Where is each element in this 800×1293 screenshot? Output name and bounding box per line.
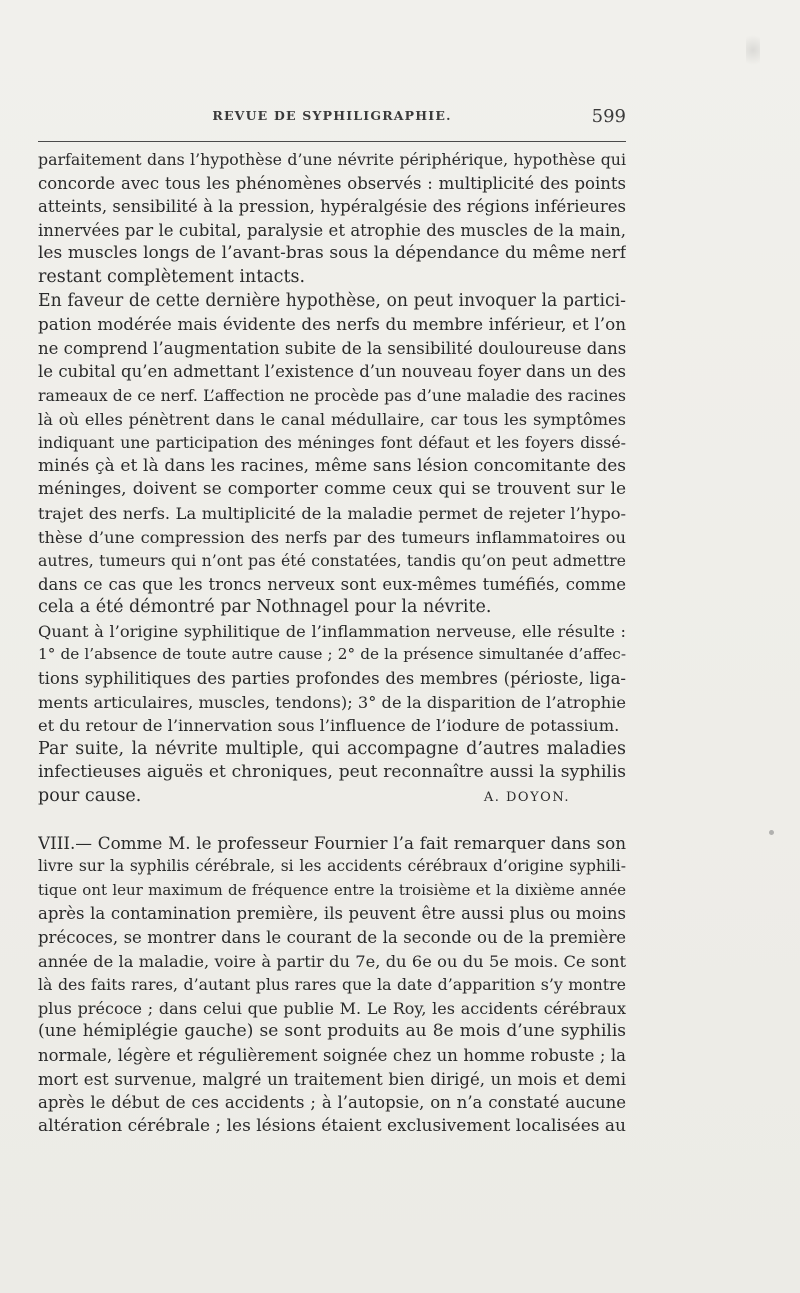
text-line: rameaux de ce nerf. L’affection ne procède pas d’une maladie des racines bbox=[38, 385, 626, 405]
page-header bbox=[38, 106, 626, 132]
margin-mark bbox=[769, 830, 774, 835]
text-line: ne comprend l’augmentation subite de la sensibilité douloureuse dans bbox=[38, 338, 626, 358]
text-line: parfaitement dans l’hypothèse d’une névrite périphérique, hypothèse qui bbox=[38, 150, 626, 169]
text-line: après la contamination première, ils peuvent être aussi plus ou moins bbox=[38, 904, 626, 924]
text-line: et du retour de l’innervation sous l’influence de l’iodure de potassium. bbox=[38, 716, 620, 736]
text-line: année de la maladie, voire à partir du 7e, du 6e ou du 5e mois. Ce sont bbox=[38, 951, 626, 971]
author-signature: A. DOYON. bbox=[483, 790, 570, 806]
text-line: indiquant une participation des méninges font défaut et les foyers dissé- bbox=[38, 433, 626, 453]
text-line: précoces, se montrer dans le courant de la seconde ou de la première bbox=[38, 928, 626, 947]
text-line: tique ont leur maximum de fréquence entre la troisième et la dixième année bbox=[38, 880, 626, 899]
paragraph bbox=[38, 290, 626, 620]
text-line: restant complètement intacts. bbox=[38, 266, 306, 287]
text-line: 1° de l’absence de toute autre cause ; 2° de la présence simultanée d’affec- bbox=[38, 645, 626, 664]
paragraph bbox=[38, 620, 626, 738]
closing-line bbox=[38, 785, 626, 810]
text-line: les muscles longs de l’avant-bras sous la dépendance du même nerf bbox=[38, 243, 626, 264]
text-line: après le début de ces accidents ; à l’autopsie, on n’a constaté aucune bbox=[38, 1093, 626, 1113]
text-line: plus précoce ; dans celui que publie M. Le Roy, les accidents cérébraux bbox=[38, 998, 626, 1018]
text-line: altération cérébrale ; les lésions étaient exclusivement localisées au bbox=[38, 1115, 626, 1136]
text-line: là des faits rares, d’autant plus rares que la date d’apparition s’y montre bbox=[38, 975, 626, 995]
text-line: ments articulaires, muscles, tendons); 3° de la disparition de l’atrophie bbox=[38, 692, 626, 712]
text-line: (une hémiplégie gauche) se sont produits au 8e mois d’une syphilis bbox=[38, 1021, 626, 1042]
page-number: 599 bbox=[591, 106, 626, 127]
text-line: atteints, sensibilité à la pression, hypéralgésie des régions inférieures bbox=[38, 197, 626, 217]
text-line: concorde avec tous les phénomènes observés : multiplicité des points bbox=[38, 173, 626, 193]
text-line: En faveur de cette dernière hypothèse, on peut invoquer la partici- bbox=[38, 290, 626, 311]
text-line: dans ce cas que les troncs nerveux sont eux-mêmes tuméfiés, comme bbox=[38, 574, 626, 594]
text-line: trajet des nerfs. La multiplicité de la maladie permet de rejeter l’hypo- bbox=[38, 503, 626, 523]
text-line: pation modérée mais évidente des nerfs du membre inférieur, et l’on bbox=[38, 314, 626, 335]
text-line: livre sur la syphilis cérébrale, si les accidents cérébraux d’origine syphili- bbox=[38, 857, 626, 876]
paragraph bbox=[38, 738, 626, 810]
text-line: Par suite, la névrite multiple, qui accompagne d’autres maladies bbox=[38, 738, 626, 759]
header-rule bbox=[38, 141, 626, 142]
text-line: cela a été démontré par Nothnagel pour la névrite. bbox=[38, 597, 492, 618]
page-body bbox=[38, 148, 626, 1138]
text-line: autres, tumeurs qui n’ont pas été constatées, tandis qu’on peut admettre bbox=[38, 551, 626, 571]
paragraph bbox=[38, 148, 626, 290]
text-line: le cubital qu’en admettant l’existence d’un nouveau foyer dans un des bbox=[38, 362, 626, 382]
text-line: infectieuses aiguës et chroniques, peut reconnaître aussi la syphilis bbox=[38, 762, 626, 783]
text-line: là où elles pénètrent dans le canal médullaire, car tous les symptômes bbox=[38, 409, 626, 429]
text-line: VIII.— Comme M. le professeur Fournier l’a fait remarquer dans son bbox=[38, 832, 626, 853]
text-line: innervées par le cubital, paralysie et atrophie des muscles de la main, bbox=[38, 220, 626, 240]
text-line: normale, légère et régulièrement soignée chez un homme robuste ; la bbox=[38, 1045, 626, 1065]
page-stain bbox=[746, 30, 760, 70]
paragraph bbox=[38, 832, 626, 1139]
section-gap bbox=[38, 810, 626, 832]
running-title: REVUE DE SYPHILIGRAPHIE. bbox=[212, 108, 452, 123]
text-line: méninges, doivent se comporter comme ceux qui se trouvent sur le bbox=[38, 479, 626, 500]
text-line: minés çà et là dans les racines, même sans lésion concomitante des bbox=[38, 455, 626, 476]
text-line: mort est survenue, malgré un traitement bien dirigé, un mois et demi bbox=[38, 1069, 626, 1089]
text-line: thèse d’une compression des nerfs par des tumeurs inflammatoires ou bbox=[38, 527, 626, 547]
text-line: tions syphilitiques des parties profondes des membres (périoste, liga- bbox=[38, 669, 626, 689]
text-line: Quant à l’origine syphilitique de l’inflammation nerveuse, elle résulte : bbox=[38, 621, 626, 641]
closing-text: pour cause. bbox=[38, 786, 142, 807]
